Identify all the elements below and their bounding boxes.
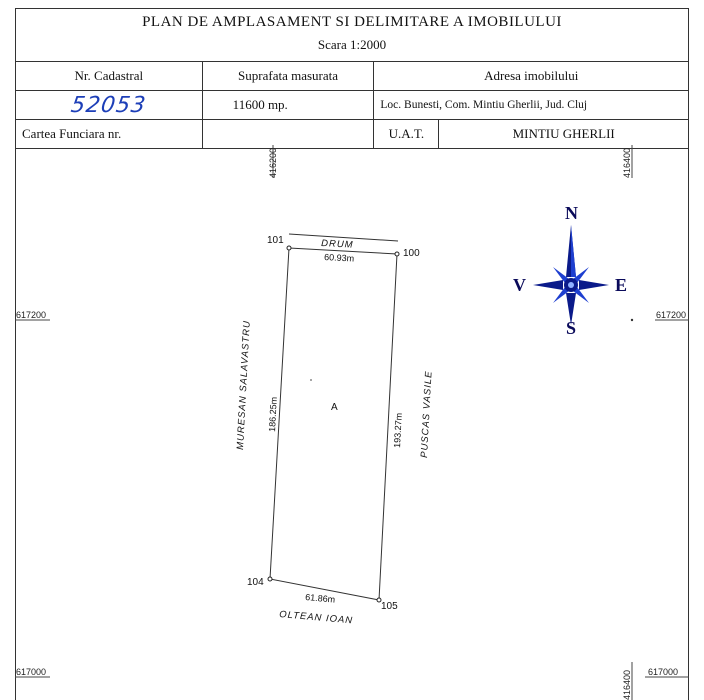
grid-cross-mark xyxy=(631,319,633,321)
dim-bottom: 61.86m xyxy=(304,592,336,605)
coord-top-right: 416400 xyxy=(622,147,632,178)
coord-bottom-right: 416400 xyxy=(622,669,632,700)
plan-scale: Scara 1:2000 xyxy=(317,37,387,52)
uat-label: U.A.T. xyxy=(374,120,439,149)
vertex-101 xyxy=(287,246,291,250)
coord-right-mid: 617200 xyxy=(656,310,687,320)
cadastral-number: 52053 xyxy=(69,92,149,118)
parcel-label: A xyxy=(331,402,338,413)
neighbor-right: PUSCAS VASILE xyxy=(419,370,435,459)
coord-left-mid: 617200 xyxy=(16,310,47,320)
compass-east-arrow xyxy=(579,280,609,290)
coord-top-left: 416200 xyxy=(268,147,278,178)
plan-title: PLAN DE AMPLASAMENT SI DELIMITARE A IMOBILULUI xyxy=(142,14,562,30)
cadastral-label: Nr. Cadastral xyxy=(16,62,203,91)
dim-top: 60.93m xyxy=(323,252,355,264)
compass-south-label: S xyxy=(566,318,577,338)
compass-north-label: N xyxy=(565,203,578,223)
uat-value: MINTIU GHERLII xyxy=(439,120,689,149)
vertex-104 xyxy=(268,577,272,581)
vertex-100 xyxy=(395,252,399,256)
compass-west-arrow xyxy=(533,280,563,290)
point-label-101: 101 xyxy=(267,235,284,246)
point-label-105: 105 xyxy=(381,601,398,612)
dim-right: 193.27m xyxy=(392,412,404,449)
point-label-104: 104 xyxy=(247,577,264,588)
coord-left-bottom: 617000 xyxy=(16,667,47,677)
address-value: Loc. Bunesti, Com. Mintiu Gherlii, Jud. Cluj xyxy=(374,91,689,120)
neighbor-bottom: OLTEAN IOAN xyxy=(278,609,354,627)
compass-rose xyxy=(533,225,609,325)
area-label: Suprafata masurata xyxy=(202,62,374,91)
land-book-label: Cartea Funciara nr. xyxy=(16,120,203,149)
coord-right-bottom: 617000 xyxy=(648,667,679,677)
neighbor-left: MURESAN SALAVASTRU xyxy=(235,319,253,451)
dim-left: 186.25m xyxy=(267,396,279,433)
point-label-100: 100 xyxy=(403,248,420,259)
grid-cross-mark-inner xyxy=(310,379,312,381)
neighbor-top: DRUM xyxy=(320,238,354,251)
compass-east-label: E xyxy=(615,275,628,295)
compass-west-label: V xyxy=(513,275,526,295)
parcel-boundary xyxy=(270,248,397,600)
address-label: Adresa imobilului xyxy=(374,62,689,91)
area-value: 11600 mp. xyxy=(202,91,374,120)
